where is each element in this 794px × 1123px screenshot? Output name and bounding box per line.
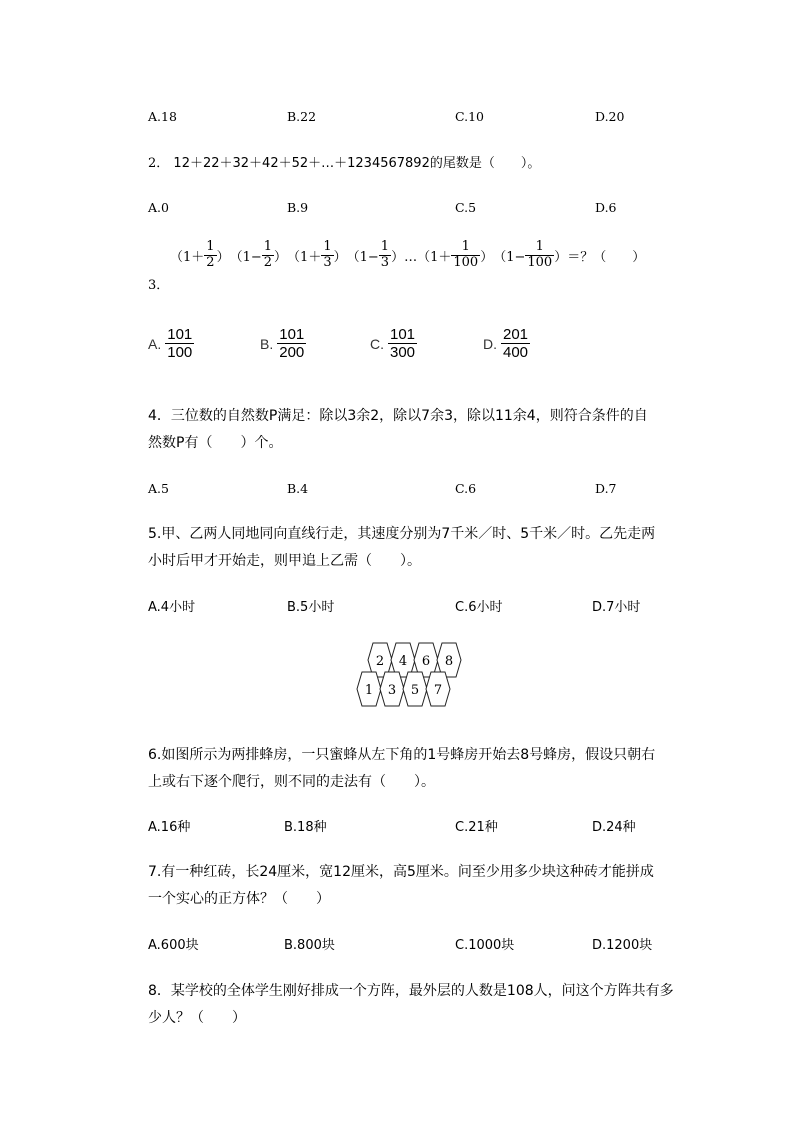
q8-line-2: 少人？（ ） xyxy=(148,1010,246,1026)
q3-term-2-den: 2 xyxy=(263,254,273,270)
q3-option-a-fraction xyxy=(165,326,194,362)
cell-label-4: 4 xyxy=(398,654,408,669)
q1-option-d: D.20 xyxy=(595,109,625,124)
q2-option-c: C.5 xyxy=(455,200,477,215)
q3-option-a-den: 100 xyxy=(167,344,193,362)
q3-term-5-num: 1 xyxy=(451,240,480,256)
q3-term-6-open: （1− xyxy=(493,249,526,265)
cell-label-7: 7 xyxy=(433,683,443,698)
honeycomb-figure xyxy=(352,638,470,712)
cell-label-3: 3 xyxy=(387,683,397,698)
q3-option-d xyxy=(483,326,530,362)
q3-term-2-fraction xyxy=(262,240,274,271)
q7-line-2: 一个实心的正方体？（ ） xyxy=(148,891,330,907)
q7-option-c: C.1000块 xyxy=(455,938,515,953)
q3-term-1-open: （1＋ xyxy=(170,249,205,265)
q6-option-d: D.24种 xyxy=(592,820,636,835)
q3-term-4-close: ） xyxy=(391,249,405,265)
q3-option-c-label: C. xyxy=(370,335,384,352)
q4-option-d: D.7 xyxy=(595,481,617,496)
q3-term-2-close: ） xyxy=(274,249,288,265)
q3-term-1-fraction xyxy=(204,240,216,271)
q3-number: 3． xyxy=(148,278,170,293)
q3-term-6-den: 100 xyxy=(527,254,553,270)
q6-option-c: C.21种 xyxy=(455,820,498,835)
cell-label-2: 2 xyxy=(375,654,385,669)
q3-term-5-fraction xyxy=(451,240,480,271)
q1-option-b: B.22 xyxy=(287,109,317,124)
q7-option-d: D.1200块 xyxy=(592,938,653,953)
q3-tail: ＝？（ ） xyxy=(567,249,646,265)
q3-option-c-fraction xyxy=(388,326,417,362)
q4-line-1: 4．三位数的自然数P满足：除以3余2，除以7余3，除以11余4，则符合条件的自 xyxy=(148,408,648,424)
q5-option-d: D.7小时 xyxy=(592,600,641,615)
q5-option-b: B.5小时 xyxy=(287,600,335,615)
q3-option-d-label: D. xyxy=(483,335,497,352)
q3-option-b-num: 101 xyxy=(279,326,305,343)
q3-term-5-den: 100 xyxy=(453,254,479,270)
q3-option-b xyxy=(260,326,306,362)
q3-term-2-open: （1− xyxy=(229,249,262,265)
q3-option-a-label: A. xyxy=(148,335,162,352)
q7-line-1: 7.有一种红砖，长24厘米，宽12厘米，高5厘米。问至少用多少块这种砖才能拼成 xyxy=(148,864,654,880)
q3-option-b-label: B. xyxy=(260,335,274,352)
q3-term-4-num: 1 xyxy=(380,239,390,254)
q3-option-c-den: 300 xyxy=(390,344,416,362)
q3-term-4-den: 3 xyxy=(380,254,390,270)
q4-option-b: B.4 xyxy=(287,481,309,496)
q3-option-a xyxy=(148,326,194,362)
q3-term-6-num: 1 xyxy=(525,240,554,256)
q8-line-1: 8．某学校的全体学生刚好排成一个方阵，最外层的人数是108人，问这个方阵共有多 xyxy=(148,983,674,999)
q2-option-b: B.9 xyxy=(287,200,309,215)
q3-term-2-num: 1 xyxy=(263,239,273,254)
cell-label-8: 8 xyxy=(444,654,454,669)
q3-expression xyxy=(170,240,645,271)
q3-term-3-num: 1 xyxy=(323,239,332,254)
q1-option-c: C.10 xyxy=(455,109,484,124)
q3-term-6-close: ） xyxy=(554,249,568,265)
q3-term-1-num: 1 xyxy=(206,239,215,254)
q3-option-d-den: 400 xyxy=(503,344,529,362)
q3-term-5-open: …（1＋ xyxy=(404,249,452,265)
q7-option-b: B.800块 xyxy=(284,938,335,953)
q5-line-2: 小时后甲才开始走，则甲追上乙需（ ）。 xyxy=(148,553,421,569)
cell-label-6: 6 xyxy=(421,654,431,669)
q4-option-c: C.6 xyxy=(455,481,477,496)
q3-term-3-den: 3 xyxy=(323,254,332,270)
q3-option-d-fraction xyxy=(501,326,530,362)
q7-option-a: A.600块 xyxy=(148,938,199,953)
q1-option-a: A.18 xyxy=(148,109,177,124)
q4-option-a: A.5 xyxy=(148,481,169,496)
q3-term-4-open: （1− xyxy=(346,249,379,265)
q3-term-1-close: ） xyxy=(216,249,230,265)
q3-option-c-num: 101 xyxy=(390,326,416,343)
q3-term-3-fraction xyxy=(321,240,333,271)
cell-label-5: 5 xyxy=(410,683,420,698)
q5-line-1: 5.甲、乙两人同地同向直线行走，其速度分别为7千米／时、5千米／时。乙先走两 xyxy=(148,526,656,542)
q3-term-1-den: 2 xyxy=(206,254,215,270)
q4-line-2: 然数P有（ ）个。 xyxy=(148,435,283,451)
q3-option-a-num: 101 xyxy=(167,326,193,343)
q6-option-a: A.16种 xyxy=(148,820,191,835)
q3-term-3-close: ） xyxy=(333,249,347,265)
q2-question xyxy=(148,152,540,171)
q6-line-1: 6.如图所示为两排蜂房，一只蜜蜂从左下角的1号蜂房开始去8号蜂房，假设只朝右 xyxy=(148,747,656,763)
q3-term-3-open: （1＋ xyxy=(287,249,322,265)
q3-option-b-den: 200 xyxy=(279,344,305,362)
q2-option-d: D.6 xyxy=(595,200,617,215)
q3-term-4-fraction xyxy=(379,240,391,271)
q6-option-b: B.18种 xyxy=(284,820,327,835)
q2-number: 2． xyxy=(148,156,170,171)
q5-option-c: C.6小时 xyxy=(455,600,503,615)
cell-label-1: 1 xyxy=(364,683,374,698)
q3-term-6-fraction xyxy=(525,240,554,271)
q2-text: 12＋22＋32＋42＋52＋…＋1234567892的尾数是（ ）。 xyxy=(173,156,541,171)
q3-option-d-num: 201 xyxy=(503,326,529,343)
q3-option-b-fraction xyxy=(277,326,306,362)
q2-option-a: A.0 xyxy=(148,200,169,215)
q6-line-2: 上或右下逐个爬行，则不同的走法有（ ）。 xyxy=(148,774,435,790)
q3-option-c xyxy=(370,326,417,362)
q3-term-5-close: ） xyxy=(480,249,494,265)
q5-option-a: A.4小时 xyxy=(148,600,196,615)
